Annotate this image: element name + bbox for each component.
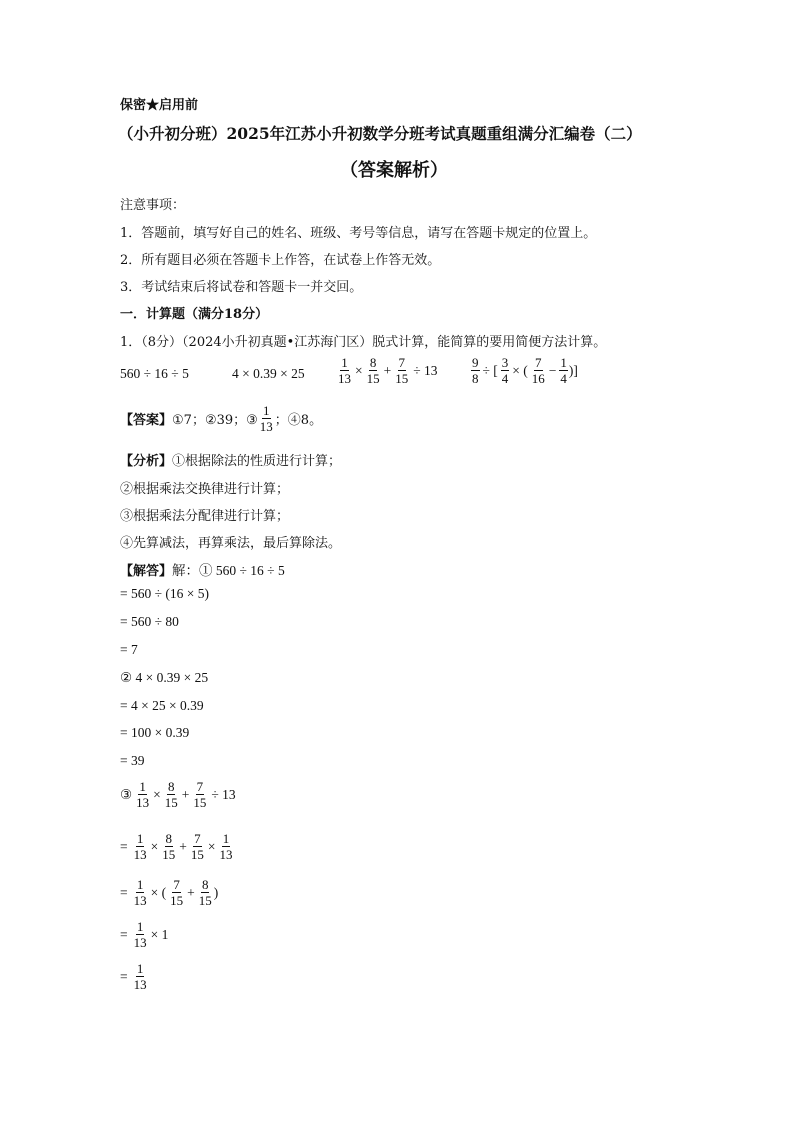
notice-item: 1．答题前，填写好自己的姓名、班级、考号等信息，请写在答题卡规定的位置上。: [120, 226, 597, 241]
fraction: $\frac{1}{13}$: [219, 831, 233, 862]
fraction: $\frac{8}{15}$: [162, 831, 176, 862]
expression-2: 4 × 0.39 × 25: [232, 366, 305, 381]
fraction: $\frac{1}{13}$: [133, 919, 147, 950]
solution-step: ② 4 × 0.39 × 25: [120, 670, 209, 685]
question-stem: 1．（8分）（2024小升初真题•江苏海门区）脱式计算，能简算的要用简便方法计算。: [120, 335, 607, 350]
fraction: $\frac{9}{8}$: [472, 355, 479, 386]
fraction: $\frac{1}{13}$: [133, 831, 147, 862]
analysis-line: ②根据乘法交换律进行计算；: [120, 482, 290, 497]
fraction: $\frac{1}{13}$: [338, 355, 351, 386]
solution-step: = $\frac{1}{13}$ × 1: [120, 919, 169, 950]
fraction: $\frac{7}{15}$: [170, 877, 184, 908]
fraction: $\frac{8}{15}$: [164, 779, 178, 810]
notice-heading: 注意事项：: [120, 198, 186, 213]
analysis-line: ④先算减法，再算乘法，最后算除法。: [120, 536, 342, 551]
analysis-line: 【分析】 ①根据除法的性质进行计算；: [120, 450, 341, 469]
fraction: $\frac{1}{13}$: [136, 779, 150, 810]
section-title: 一．计算题（满分18分）: [120, 307, 269, 322]
answer-text: ①7；②39；③: [172, 413, 258, 428]
solution-step: = 7: [120, 642, 138, 657]
answer-label: 【答案】: [120, 413, 173, 428]
expression-3: $\frac{1}{13}$ × $\frac{8}{15}$ + $\frac{7}{15}$ ÷ 13: [338, 355, 438, 386]
notice-item: 3．考试结束后将试卷和答题卡一并交回。: [120, 280, 363, 295]
confidential-label: 保密★启用前: [120, 98, 199, 113]
answer-line: [120, 404, 322, 433]
solution-step: ③ $\frac{1}{13}$ × $\frac{8}{15}$ + $\frac{7}{15}$ ÷ 13: [120, 779, 236, 810]
solution-step: = $\frac{1}{13}$ × $\frac{8}{15}$ + $\frac{7}{15}$ × $\frac{1}{13}$: [120, 831, 233, 862]
solution-step: = 4 × 25 × 0.39: [120, 698, 204, 713]
fraction: $\frac{3}{4}$: [501, 355, 509, 386]
solution-step: = 560 ÷ (16 × 5): [120, 586, 210, 601]
solution-step: = 100 × 0.39: [120, 725, 190, 740]
analysis-line: ③根据乘法分配律进行计算；: [120, 509, 290, 524]
fraction: $\frac{1}{13}$: [259, 403, 273, 434]
fraction: $\frac{1}{4}$: [560, 355, 567, 386]
expression-4: $\frac{9}{8}$ ÷ [ $\frac{3}{4}$ × ( $\frac{7}{16}$ − $\frac{1}{4}$ )]: [472, 355, 578, 386]
solution-label: 【解答】: [120, 563, 173, 579]
document-title: （小升初分班）2025年江苏小升初数学分班考试真题重组满分汇编卷（二）: [118, 124, 642, 143]
analysis-label: 【分析】: [120, 454, 173, 469]
solution-step: = 39: [120, 753, 145, 768]
fraction: $\frac{8}{15}$: [198, 877, 212, 908]
fraction: $\frac{7}{15}$: [193, 779, 207, 810]
notice-item: 2．所有题目必须在答题卡上作答，在试卷上作答无效。: [120, 253, 441, 268]
fraction: $\frac{7}{15}$: [190, 831, 204, 862]
document-subtitle: （答案解析）: [340, 160, 448, 181]
fraction: $\frac{7}{15}$: [395, 355, 409, 386]
solution-line: 【解答】 解：① 560 ÷ 16 ÷ 5: [120, 559, 285, 579]
solution-step: = 560 ÷ 80: [120, 614, 179, 629]
fraction: $\frac{7}{16}$: [531, 355, 545, 386]
fraction: $\frac{8}{15}$: [366, 355, 380, 386]
expression-1: 560 ÷ 16 ÷ 5: [120, 366, 189, 381]
solution-step: = $\frac{1}{13}$: [120, 961, 147, 992]
answer-text: ；④8。: [274, 413, 323, 428]
fraction: $\frac{1}{13}$: [133, 877, 147, 908]
solution-step: = $\frac{1}{13}$ × ( $\frac{7}{15}$ + $\frac{8}{15}$ ): [120, 877, 219, 908]
fraction: $\frac{1}{13}$: [133, 961, 147, 992]
